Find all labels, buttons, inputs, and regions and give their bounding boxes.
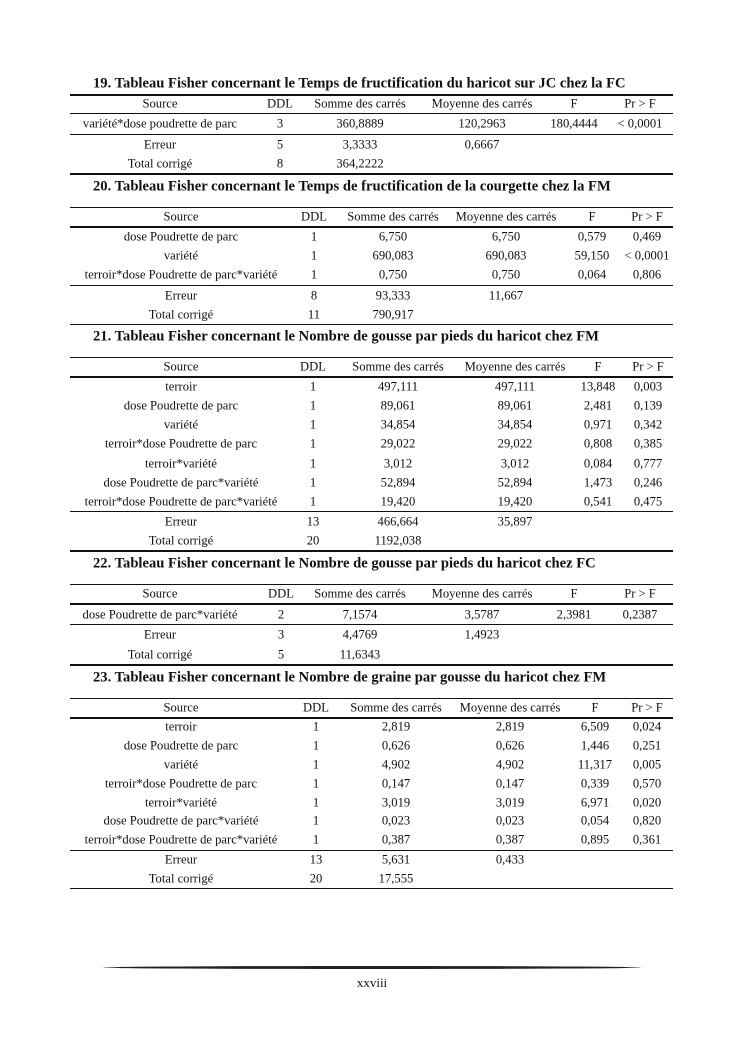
value-cell: 0,806	[632, 267, 662, 282]
column-header: Moyenne des carrés	[459, 700, 561, 715]
value-cell: 1	[312, 757, 320, 772]
value-cell: 19,420	[380, 494, 416, 509]
value-cell: 8	[276, 156, 284, 171]
footer-divider	[103, 966, 641, 969]
source-cell: terroir	[165, 379, 197, 394]
table-title: 20. Tableau Fisher concernant le Temps de fructification de la courgette chez la FM	[93, 178, 611, 195]
column-header: F	[570, 96, 578, 111]
value-cell: 6,971	[580, 795, 610, 809]
value-cell: 6,750	[491, 229, 521, 244]
value-cell: 0,339	[580, 776, 610, 791]
column-header: Moyenne des carrés	[431, 586, 533, 601]
value-cell: 1,446	[580, 738, 610, 753]
value-cell: 0,246	[633, 475, 663, 490]
value-cell: 59,150	[574, 248, 610, 263]
value-cell: 11,317	[577, 757, 613, 772]
value-cell: 497,111	[495, 379, 535, 394]
value-cell: 1	[309, 379, 317, 394]
value-cell: 3,3333	[342, 137, 378, 151]
value-cell: 34,854	[497, 417, 533, 432]
column-header: F	[591, 700, 599, 715]
column-header: Moyenne des carrés	[464, 359, 566, 374]
value-cell: 13	[306, 514, 320, 529]
value-cell: 4,902	[381, 757, 411, 772]
source-cell: Total corrigé	[148, 533, 214, 548]
source-cell: Erreur	[143, 137, 177, 151]
table-bottom-rule	[70, 173, 673, 175]
table-top-rule	[70, 207, 673, 208]
source-cell: terroir	[165, 719, 197, 734]
source-cell: Total corrigé	[127, 156, 193, 171]
value-cell: 2,819	[495, 719, 525, 734]
source-cell: dose Poudrette de parc*variété	[82, 607, 238, 621]
value-cell: 497,111	[378, 379, 418, 394]
value-cell: 3,012	[500, 456, 530, 470]
source-cell: terroir*dose Poudrette de parc*variété	[84, 267, 278, 282]
value-cell: 1	[312, 738, 320, 753]
value-cell: 0,2387	[622, 607, 658, 621]
value-cell: 17,555	[378, 871, 414, 885]
column-header: Somme des carrés	[347, 209, 439, 224]
value-cell: 466,664	[377, 514, 419, 529]
value-cell: 0,342	[633, 417, 663, 432]
value-cell: 364,2222	[336, 156, 384, 171]
value-cell: 11,667	[488, 288, 524, 302]
value-cell: 20	[306, 533, 320, 548]
table-title: 22. Tableau Fisher concernant le Nombre de gousse par pieds du haricot chez FC	[93, 555, 596, 572]
source-cell: terroir*dose Poudrette de parc	[104, 436, 258, 451]
column-header: Pr > F	[632, 359, 664, 374]
column-header: F	[594, 359, 602, 374]
value-cell: 52,894	[497, 475, 533, 490]
effects-rule	[70, 134, 673, 135]
value-cell: 0,777	[633, 456, 663, 470]
column-header: DDL	[301, 209, 327, 224]
source-cell: Erreur	[164, 514, 198, 529]
value-cell: 0,024	[632, 719, 662, 734]
source-cell: Total corrigé	[148, 871, 214, 885]
table-bottom-rule	[70, 324, 673, 326]
source-cell: terroir*dose Poudrette de parc*variété	[84, 832, 278, 847]
source-cell: dose Poudrette de parc	[123, 229, 239, 244]
value-cell: 0,387	[381, 832, 411, 847]
column-header: Source	[142, 586, 178, 601]
value-cell: 0,626	[495, 738, 525, 753]
value-cell: 4,4769	[342, 627, 378, 642]
value-cell: 11,6343	[339, 647, 381, 662]
value-cell: 180,4444	[550, 116, 598, 131]
source-cell: dose Poudrette de parc	[123, 738, 239, 753]
value-cell: 1	[312, 832, 320, 847]
value-cell: 11	[307, 307, 321, 322]
value-cell: 0,6667	[464, 137, 500, 151]
value-cell: 1	[309, 456, 317, 470]
value-cell: 0,084	[583, 456, 613, 470]
effects-rule	[70, 511, 673, 512]
value-cell: 1	[312, 813, 320, 828]
source-cell: Erreur	[164, 288, 198, 302]
value-cell: 13,848	[580, 379, 616, 394]
column-header: F	[570, 586, 578, 601]
value-cell: 3,5787	[464, 607, 500, 621]
column-header: Pr > F	[631, 209, 663, 224]
effects-rule	[70, 624, 673, 625]
value-cell: 89,061	[497, 398, 533, 413]
header-rule	[70, 376, 673, 378]
value-cell: 8	[310, 288, 318, 302]
source-cell: dose Poudrette de parc*variété	[103, 475, 259, 490]
value-cell: 35,897	[497, 514, 533, 529]
value-cell: 790,917	[372, 307, 414, 322]
value-cell: 5,631	[381, 852, 411, 867]
value-cell: 0,626	[381, 738, 411, 753]
value-cell: 7,1574	[342, 607, 378, 621]
value-cell: 6,750	[378, 229, 408, 244]
value-cell: 1,4923	[464, 627, 500, 642]
value-cell: < 0,0001	[624, 248, 670, 263]
column-header: Pr > F	[624, 96, 656, 111]
value-cell: 1192,038	[374, 533, 422, 548]
value-cell: 0,387	[495, 832, 525, 847]
value-cell: 2	[277, 607, 285, 621]
value-cell: 0,147	[381, 776, 411, 791]
value-cell: 0,433	[495, 852, 525, 867]
column-header: DDL	[267, 96, 293, 111]
column-header: Somme des carrés	[314, 586, 406, 601]
table-title: 19. Tableau Fisher concernant le Temps de fructification du haricot sur JC chez la FC	[93, 75, 626, 92]
source-cell: dose Poudrette de parc*variété	[103, 813, 259, 828]
effects-rule	[70, 850, 673, 851]
source-cell: terroir*dose Poudrette de parc*variété	[84, 494, 278, 509]
column-header: Somme des carrés	[314, 96, 406, 111]
value-cell: 0,064	[577, 267, 607, 282]
value-cell: 1	[310, 267, 318, 282]
table-top-rule	[70, 357, 673, 358]
value-cell: 2,481	[583, 398, 613, 413]
value-cell: 1	[309, 436, 317, 451]
value-cell: 1	[312, 719, 320, 734]
column-header: Moyenne des carrés	[431, 96, 533, 111]
header-rule	[70, 717, 673, 719]
value-cell: 4,902	[495, 757, 525, 772]
table-title: 23. Tableau Fisher concernant le Nombre de graine par gousse du haricot chez FM	[93, 669, 607, 686]
value-cell: < 0,0001	[617, 116, 663, 131]
value-cell: 0,579	[577, 229, 607, 244]
value-cell: 0,469	[632, 229, 662, 244]
value-cell: 1	[312, 795, 320, 809]
table-top-rule	[70, 584, 673, 585]
value-cell: 0,020	[632, 795, 662, 809]
table-title: 21. Tableau Fisher concernant le Nombre de gousse par pieds du haricot chez FM	[93, 328, 599, 345]
value-cell: 0,750	[378, 267, 408, 282]
value-cell: 3,019	[381, 795, 411, 809]
value-cell: 34,854	[380, 417, 416, 432]
value-cell: 0,023	[381, 813, 411, 828]
page-number: xxviii	[356, 975, 388, 990]
value-cell: 5	[277, 647, 285, 662]
table-bottom-rule	[70, 550, 673, 552]
value-cell: 2,3981	[556, 607, 592, 621]
value-cell: 1	[310, 229, 318, 244]
value-cell: 2,819	[381, 719, 411, 734]
value-cell: 20	[309, 871, 323, 885]
column-header: Source	[163, 209, 199, 224]
value-cell: 0,023	[495, 813, 525, 828]
column-header: Source	[163, 359, 199, 374]
value-cell: 3	[276, 116, 284, 131]
effects-rule	[70, 285, 673, 286]
source-cell: dose Poudrette de parc	[123, 398, 239, 413]
column-header: Pr > F	[631, 700, 663, 715]
value-cell: 3,012	[383, 456, 413, 470]
value-cell: 1,473	[583, 475, 613, 490]
source-cell: terroir*dose Poudrette de parc	[104, 776, 258, 791]
value-cell: 52,894	[380, 475, 416, 490]
column-header: Somme des carrés	[350, 700, 442, 715]
column-header: Source	[163, 700, 199, 715]
value-cell: 1	[312, 776, 320, 791]
source-cell: terroir*variété	[144, 795, 218, 809]
source-cell: variété	[163, 248, 199, 263]
value-cell: 93,333	[375, 288, 411, 302]
header-rule	[70, 603, 673, 605]
header-rule	[70, 226, 673, 228]
value-cell: 0,251	[632, 738, 662, 753]
table-top-rule	[70, 698, 673, 699]
value-cell: 0,750	[491, 267, 521, 282]
value-cell: 1	[309, 475, 317, 490]
value-cell: 1	[309, 398, 317, 413]
source-cell: variété	[163, 417, 199, 432]
column-header: F	[588, 209, 596, 224]
value-cell: 0,541	[583, 494, 613, 509]
value-cell: 1	[309, 494, 317, 509]
column-header: DDL	[268, 586, 294, 601]
value-cell: 690,083	[485, 248, 527, 263]
value-cell: 6,509	[580, 719, 610, 734]
value-cell: 120,2963	[458, 116, 506, 131]
value-cell: 0,385	[633, 436, 663, 451]
value-cell: 0,054	[580, 813, 610, 828]
value-cell: 0,361	[632, 832, 662, 847]
value-cell: 0,570	[632, 776, 662, 791]
table-bottom-rule	[70, 664, 673, 666]
value-cell: 3	[277, 627, 285, 642]
column-header: DDL	[303, 700, 329, 715]
table-bottom-rule	[70, 888, 673, 890]
value-cell: 13	[309, 852, 323, 867]
value-cell: 0,820	[632, 813, 662, 828]
column-header: Moyenne des carrés	[455, 209, 557, 224]
value-cell: 0,005	[632, 757, 662, 772]
source-cell: Erreur	[143, 627, 177, 642]
column-header: Source	[142, 96, 178, 111]
value-cell: 0,147	[495, 776, 525, 791]
value-cell: 5	[276, 137, 284, 151]
value-cell: 0,139	[633, 398, 663, 413]
value-cell: 3,019	[495, 795, 525, 809]
value-cell: 0,475	[633, 494, 663, 509]
value-cell: 29,022	[497, 436, 533, 451]
source-cell: Total corrigé	[148, 307, 214, 322]
value-cell: 0,971	[583, 417, 613, 432]
value-cell: 19,420	[497, 494, 533, 509]
value-cell: 1	[310, 248, 318, 263]
header-rule	[70, 113, 673, 114]
value-cell: 690,083	[372, 248, 414, 263]
value-cell: 89,061	[380, 398, 416, 413]
column-header: DDL	[300, 359, 326, 374]
value-cell: 0,003	[633, 379, 663, 394]
source-cell: Erreur	[164, 852, 198, 867]
source-cell: Total corrigé	[127, 647, 193, 662]
column-header: Pr > F	[624, 586, 656, 601]
column-header: Somme des carrés	[352, 359, 444, 374]
source-cell: variété	[163, 757, 199, 772]
value-cell: 360,8889	[336, 116, 384, 131]
source-cell: terroir*variété	[144, 456, 218, 470]
value-cell: 0,895	[580, 832, 610, 847]
value-cell: 29,022	[380, 436, 416, 451]
source-cell: variété*dose poudrette de parc	[82, 116, 238, 131]
value-cell: 1	[309, 417, 317, 432]
value-cell: 0,808	[583, 436, 613, 451]
